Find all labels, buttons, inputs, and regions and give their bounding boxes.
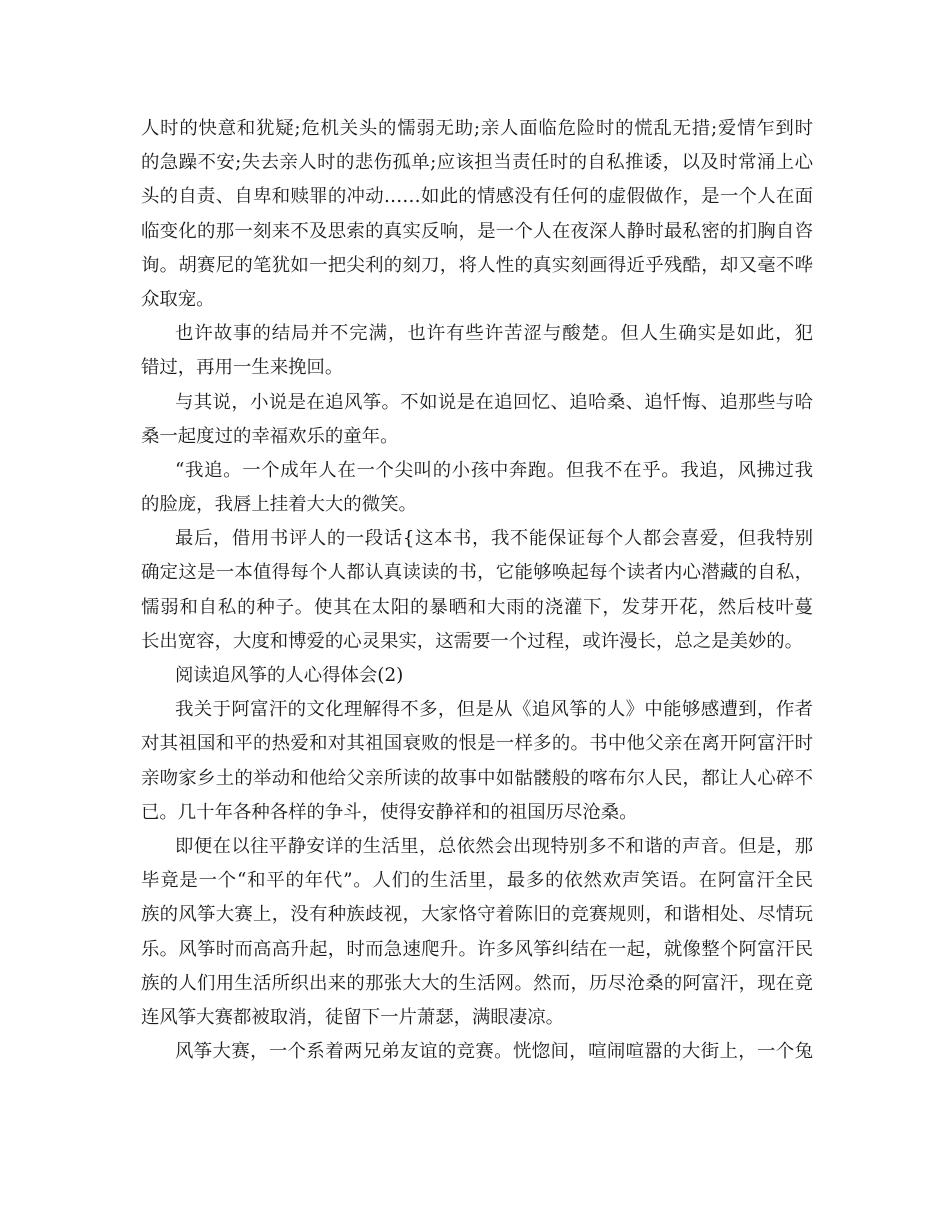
text-line: 长出宽容，大度和博爱的心灵果实，这需要一个过程，或许漫长，总之是美妙的。 <box>141 630 804 652</box>
text-line: 对其祖国和平的热爱和对其祖国衰败的恨是一样多的。书中他父亲在离开阿富汗时 <box>141 733 813 755</box>
text-line: 询。胡赛尼的笔犹如一把尖利的刻刀，将人性的真实刻画得近乎残酷，却又毫不哗 <box>141 254 813 276</box>
paragraph-start-line: 最后，借用书评人的一段话{这本书，我不能保证每个人都会喜爱，但我特别 <box>175 528 813 550</box>
paragraph-start-line: 我关于阿富汗的文化理解得不多，但是从《追风筝的人》中能够感遭到，作者 <box>175 699 813 721</box>
paragraph-start-line: 即便在以往平静安详的生活里，总依然会出现特别多不和谐的声音。但是，那 <box>175 835 813 857</box>
text-line: 族的风筝大赛上，没有种族歧视，大家恪守着陈旧的竞赛规则，和谐相处、尽情玩 <box>141 904 813 926</box>
text-line: 人时的快意和犹疑;危机关头的懦弱无助;亲人面临危险时的慌乱无措;爱情乍到时 <box>141 118 813 139</box>
text-line: 毕竟是一个“和平的年代”。人们的生活里，最多的依然欢声笑语。在阿富汗全民 <box>141 870 813 892</box>
paragraph-start-line: 与其说，小说是在追风筝。不如说是在追回忆、追哈桑、追忏悔、追那些与哈 <box>175 391 813 413</box>
text-line: 临变化的那一刻来不及思索的真实反响，是一个人在夜深人静时最私密的扪胸自咨 <box>141 220 813 242</box>
text-line: 乐。风筝时而高高升起，时而急速爬升。许多风筝纠结在一起，就像整个阿富汗民 <box>141 938 813 960</box>
section-heading: 阅读追风筝的人心得体会(2) <box>175 665 404 686</box>
paragraph-start-line: “我追。一个成年人在一个尖叫的小孩中奔跑。但我不在乎。我追，风拂过我 <box>175 459 813 481</box>
text-line: 懦弱和自私的种子。使其在太阳的暴晒和大雨的浇灌下，发芽开花，然后枝叶蔓 <box>141 596 813 618</box>
text-line: 已。几十年各种各样的争斗，使得安静祥和的祖国历尽沧桑。 <box>141 801 638 823</box>
text-line: 的急躁不安;失去亲人时的悲伤孤单;应该担当责任时的自私推诿，以及时常涌上心 <box>141 152 813 174</box>
text-line: 确定这是一本值得每个人都认真读读的书，它能够唤起每个读者内心潜藏的自私， <box>141 562 813 584</box>
paragraph-start-line: 也许故事的结局并不完满，也许有些许苦涩与酸楚。但人生确实是如此，犯 <box>175 323 813 345</box>
text-line: 连风筝大赛都被取消，徒留下一片萧瑟，满眼凄凉。 <box>141 1006 564 1028</box>
paragraph-start-line: 风筝大赛，一个系着两兄弟友谊的竞赛。恍惚间，喧闹喧嚣的大街上，一个兔 <box>175 1041 813 1063</box>
text-line: 桑一起度过的幸福欢乐的童年。 <box>141 425 399 447</box>
text-line: 亲吻家乡土的举动和他给父亲所读的故事中如骷髅般的喀布尔人民，都让人心碎不 <box>141 767 813 789</box>
text-line: 的脸庞，我唇上挂着大大的微笑。 <box>141 494 417 516</box>
text-line: 众取宠。 <box>141 288 215 310</box>
text-line: 族的人们用生活所织出来的那张大大的生活网。然而，历尽沧桑的阿富汗，现在竟 <box>141 972 813 994</box>
text-line: 错过，再用一生来挽回。 <box>141 357 344 379</box>
text-line: 头的自责、自卑和赎罪的冲动……如此的情感没有任何的虚假做作，是一个人在面 <box>141 186 813 208</box>
document-body <box>141 112 813 1069</box>
